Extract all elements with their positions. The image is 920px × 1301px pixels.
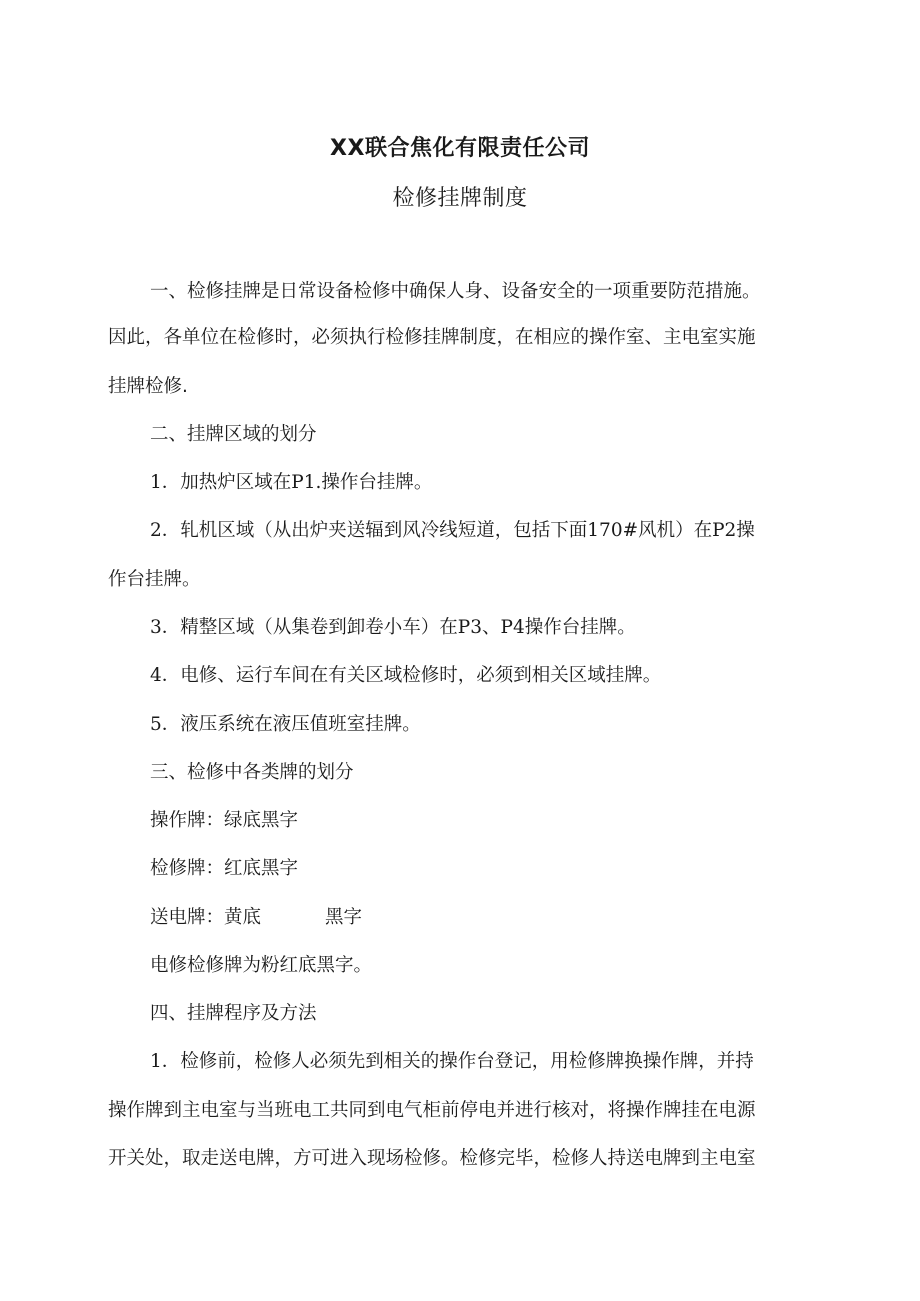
section4-item1-line2: 操作牌到主电室与当班电工共同到电气柜前停电并进行核对，将操作牌挂在电源 [108,1100,756,1121]
document-title: 检修挂牌制度 [392,186,528,211]
power-card-text-color: 黑字 [325,907,363,928]
section1-line1: 一、检修挂牌是日常设备检修中确保人身、设备安全的一项重要防范措施。 [150,281,761,302]
section2-item2-line2: 作台挂牌。 [108,569,201,590]
company-title: XX联合焦化有限责任公司 [330,136,590,161]
operation-card-line: 操作牌：绿底黑字 [150,810,299,831]
power-card-line [150,905,362,931]
power-card-label: 送电牌：黄底 [150,907,262,928]
section4-item1-line1: 1．检修前，检修人必须先到相关的操作台登记，用检修牌换操作牌，并持 [150,1051,754,1072]
section1-line3: 挂牌检修. [108,376,188,397]
section2-item1: 1．加热炉区域在P1.操作台挂牌。 [150,472,433,493]
section2-heading: 二、挂牌区域的划分 [150,424,317,445]
section3-heading: 三、检修中各类牌的划分 [150,762,354,783]
electrical-repair-card-line: 电修检修牌为粉红底黑字。 [150,955,373,976]
repair-card-line: 检修牌：红底黑字 [150,858,299,879]
section1-line2: 因此，各单位在检修时，必须执行检修挂牌制度，在相应的操作室、主电室实施 [108,327,756,348]
section4-item1-line3: 开关处，取走送电牌，方可进入现场检修。检修完毕，检修人持送电牌到主电室 [108,1148,756,1169]
section2-item4: 4．电修、运行车间在有关区域检修时，必须到相关区域挂牌。 [150,665,662,686]
section4-heading: 四、挂牌程序及方法 [150,1003,317,1024]
section2-item3: 3．精整区域（从集卷到卸卷小车）在P3、P4操作台挂牌。 [150,617,636,638]
section2-item5: 5．液压系统在液压值班室挂牌。 [150,714,421,735]
section2-item2-line1: 2．轧机区域（从出炉夹送辐到风冷线短道，包括下面170#风机）在P2操 [150,520,755,541]
